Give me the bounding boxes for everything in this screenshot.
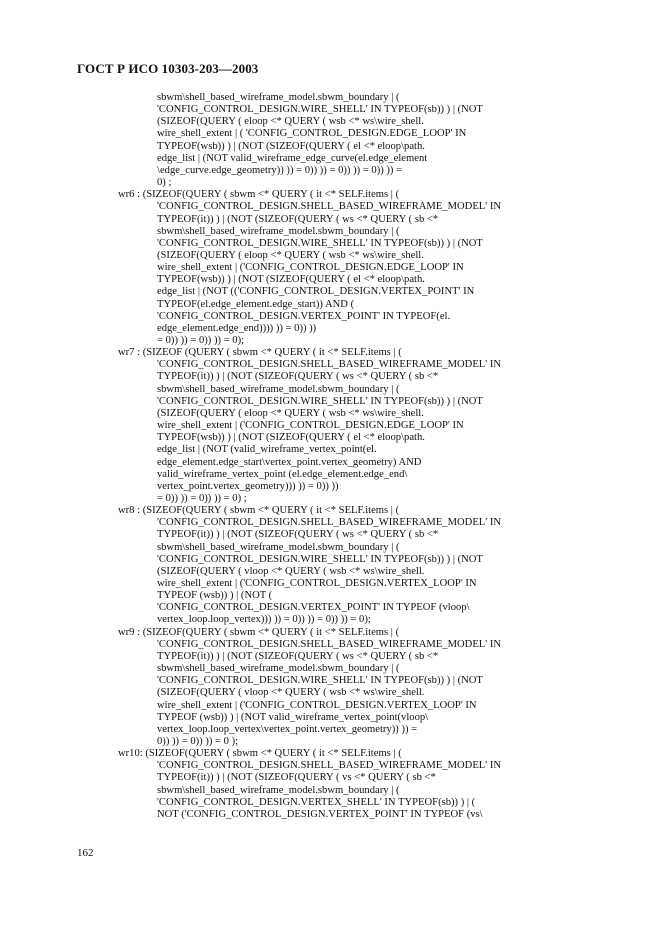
code-line: sbwm\shell_based_wireframe_model.sbwm_boundary | ( [157,784,400,796]
code-line: 0) ; [157,177,172,189]
code-line: 'CONFIG_CONTROL_DESIGN.WIRE_SHELL' IN TYPEOF(sb)) ) | (NOT [157,675,483,687]
code-line: wire_shell_extent | ('CONFIG_CONTROL_DESIGN.EDGE_LOOP' IN [157,262,464,274]
code-line: (SIZEOF(QUERY ( eloop <* QUERY ( wsb <* ws\wire_shell. [157,249,424,261]
code-line: TYPEOF(wsb)) ) | (NOT (SIZEOF(QUERY ( el <* eloop\path. [157,432,425,444]
rule-label-line: wr6 : (SIZEOF(QUERY ( sbwm <* QUERY ( it <* SELF.items | ( [118,189,400,201]
code-line: edge_list | (NOT (('CONFIG_CONTROL_DESIGN.VERTEX_POINT' IN [157,286,475,298]
code-line: TYPEOF(it)) ) | (NOT (SIZEOF(QUERY ( ws <* QUERY ( sb <* [157,650,439,662]
code-line: vertex_loop.loop_vertex))) )) = 0)) )) = 0)) )) = 0); [157,614,371,626]
code-line: NOT ('CONFIG_CONTROL_DESIGN.VERTEX_POINT' IN TYPEOF (vs\ [157,808,483,820]
code-line: 'CONFIG_CONTROL_DESIGN.VERTEX_SHELL' IN TYPEOF(sb)) ) | ( [157,796,476,808]
code-line: TYPEOF(wsb)) ) | (NOT (SIZEOF(QUERY ( el <* eloop\path. [157,140,425,152]
code-line: vertex_point.vertex_geometry))) )) = 0)) )) [157,480,339,492]
document-header: ГОСТ Р ИСО 10303-203—2003 [77,61,259,76]
code-line: edge_list | (NOT (valid_wireframe_vertex_point(el. [157,444,377,456]
code-line: edge_list | (NOT valid_wireframe_edge_curve(el.edge_element [157,152,428,164]
code-line: wire_shell_extent | ('CONFIG_CONTROL_DESIGN.VERTEX_LOOP' IN [157,699,477,711]
code-line: TYPEOF (wsb)) ) | (NOT valid_wireframe_vertex_point(vloop\ [157,711,429,723]
code-line: sbwm\shell_based_wireframe_model.sbwm_boundary | ( [157,383,400,395]
code-line: = 0)) )) = 0)) )) = 0) ; [157,492,247,504]
code-line: 'CONFIG_CONTROL_DESIGN.SHELL_BASED_WIREFRAME_MODEL' IN [157,760,501,772]
code-line: edge_element.edge_start\vertex_point.vertex_geometry) AND [157,456,422,468]
code-line: 'CONFIG_CONTROL_DESIGN.WIRE_SHELL' IN TYPEOF(sb)) ) | (NOT [157,395,483,407]
code-line: edge_element.edge_end)))) )) = 0)) )) [157,322,317,334]
code-line: sbwm\shell_based_wireframe_model.sbwm_boundary | ( [157,92,400,103]
code-line: TYPEOF(it)) ) | (NOT (SIZEOF(QUERY ( ws <* QUERY ( sb <* [157,529,439,541]
code-line: vertex_loop.loop_vertex\vertex_point.vertex_geometry)) )) = [157,723,418,735]
code-line: 0)) )) = 0)) )) = 0 ); [157,735,239,747]
code-line: wire_shell_extent | ('CONFIG_CONTROL_DESIGN.EDGE_LOOP' IN [157,420,464,432]
code-line: (SIZEOF(QUERY ( vloop <* QUERY ( wsb <* ws\wire_shell. [157,565,425,577]
code-line: valid_wireframe_vertex_point (el.edge_element.edge_end\ [157,468,408,480]
code-line: 'CONFIG_CONTROL_DESIGN.SHELL_BASED_WIREFRAME_MODEL' IN [157,201,501,213]
code-line: (SIZEOF(QUERY ( vloop <* QUERY ( wsb <* ws\wire_shell. [157,687,425,699]
rule-label-line: wr8 : (SIZEOF(QUERY ( sbwm <* QUERY ( it <* SELF.items | ( [118,505,400,517]
code-line: 'CONFIG_CONTROL_DESIGN.WIRE_SHELL' IN TYPEOF(sb)) ) | (NOT [157,104,483,116]
code-line: 'CONFIG_CONTROL_DESIGN.WIRE_SHELL' IN TYPEOF(sb)) ) | (NOT [157,553,483,565]
code-line: 'CONFIG_CONTROL_DESIGN.VERTEX_POINT' IN TYPEOF (vloop\ [157,602,470,614]
code-line: (SIZEOF(QUERY ( eloop <* QUERY ( wsb <* ws\wire_shell. [157,407,424,419]
code-line: wire_shell_extent | ( 'CONFIG_CONTROL_DESIGN.EDGE_LOOP' IN [157,128,467,140]
code-line: TYPEOF(it)) ) | (NOT (SIZEOF(QUERY ( ws <* QUERY ( sb <* [157,213,439,225]
code-line: 'CONFIG_CONTROL_DESIGN.SHELL_BASED_WIREFRAME_MODEL' IN [157,359,501,371]
code-line: 'CONFIG_CONTROL_DESIGN.WIRE_SHELL' IN TYPEOF(sb)) ) | (NOT [157,237,483,249]
code-line: TYPEOF(wsb)) ) | (NOT (SIZEOF(QUERY ( el <* eloop\path. [157,274,425,286]
rule-label-line: wr10: (SIZEOF(QUERY ( sbwm <* QUERY ( it <* SELF.items | ( [118,748,402,760]
rule-label-line: wr9 : (SIZEOF(QUERY ( sbwm <* QUERY ( it <* SELF.items | ( [118,626,400,638]
code-line: sbwm\shell_based_wireframe_model.sbwm_boundary | ( [157,663,400,675]
code-line: sbwm\shell_based_wireframe_model.sbwm_boundary | ( [157,541,400,553]
rule-label-line: wr7 : (SIZEOF (QUERY ( sbwm <* QUERY ( it <* SELF.items | ( [118,347,402,359]
page-number: 162 [77,847,94,859]
code-line: = 0)) )) = 0)) )) = 0); [157,335,245,346]
code-line: TYPEOF(it)) ) | (NOT (SIZEOF(QUERY ( vs <* QUERY ( sb <* [157,772,436,784]
code-line: TYPEOF(it)) ) | (NOT (SIZEOF(QUERY ( ws <* QUERY ( sb <* [157,371,439,383]
code-line: 'CONFIG_CONTROL_DESIGN.SHELL_BASED_WIREFRAME_MODEL' IN [157,638,501,650]
code-line: 'CONFIG_CONTROL_DESIGN.VERTEX_POINT' IN TYPEOF(el. [157,310,451,322]
code-line: sbwm\shell_based_wireframe_model.sbwm_boundary | ( [157,225,400,237]
code-line: \edge_curve.edge_geometry)) )) = 0)) )) = 0)) )) = 0)) )) = [157,164,403,176]
code-line: 'CONFIG_CONTROL_DESIGN.SHELL_BASED_WIREFRAME_MODEL' IN [157,517,501,529]
code-line: (SIZEOF(QUERY ( eloop <* QUERY ( wsb <* ws\wire_shell. [157,116,424,128]
code-line: TYPEOF (wsb)) ) | (NOT ( [157,590,273,602]
code-line: TYPEOF(el.edge_element.edge_start)) AND ( [157,298,355,310]
code-line: wire_shell_extent | ('CONFIG_CONTROL_DESIGN.VERTEX_LOOP' IN [157,578,477,589]
